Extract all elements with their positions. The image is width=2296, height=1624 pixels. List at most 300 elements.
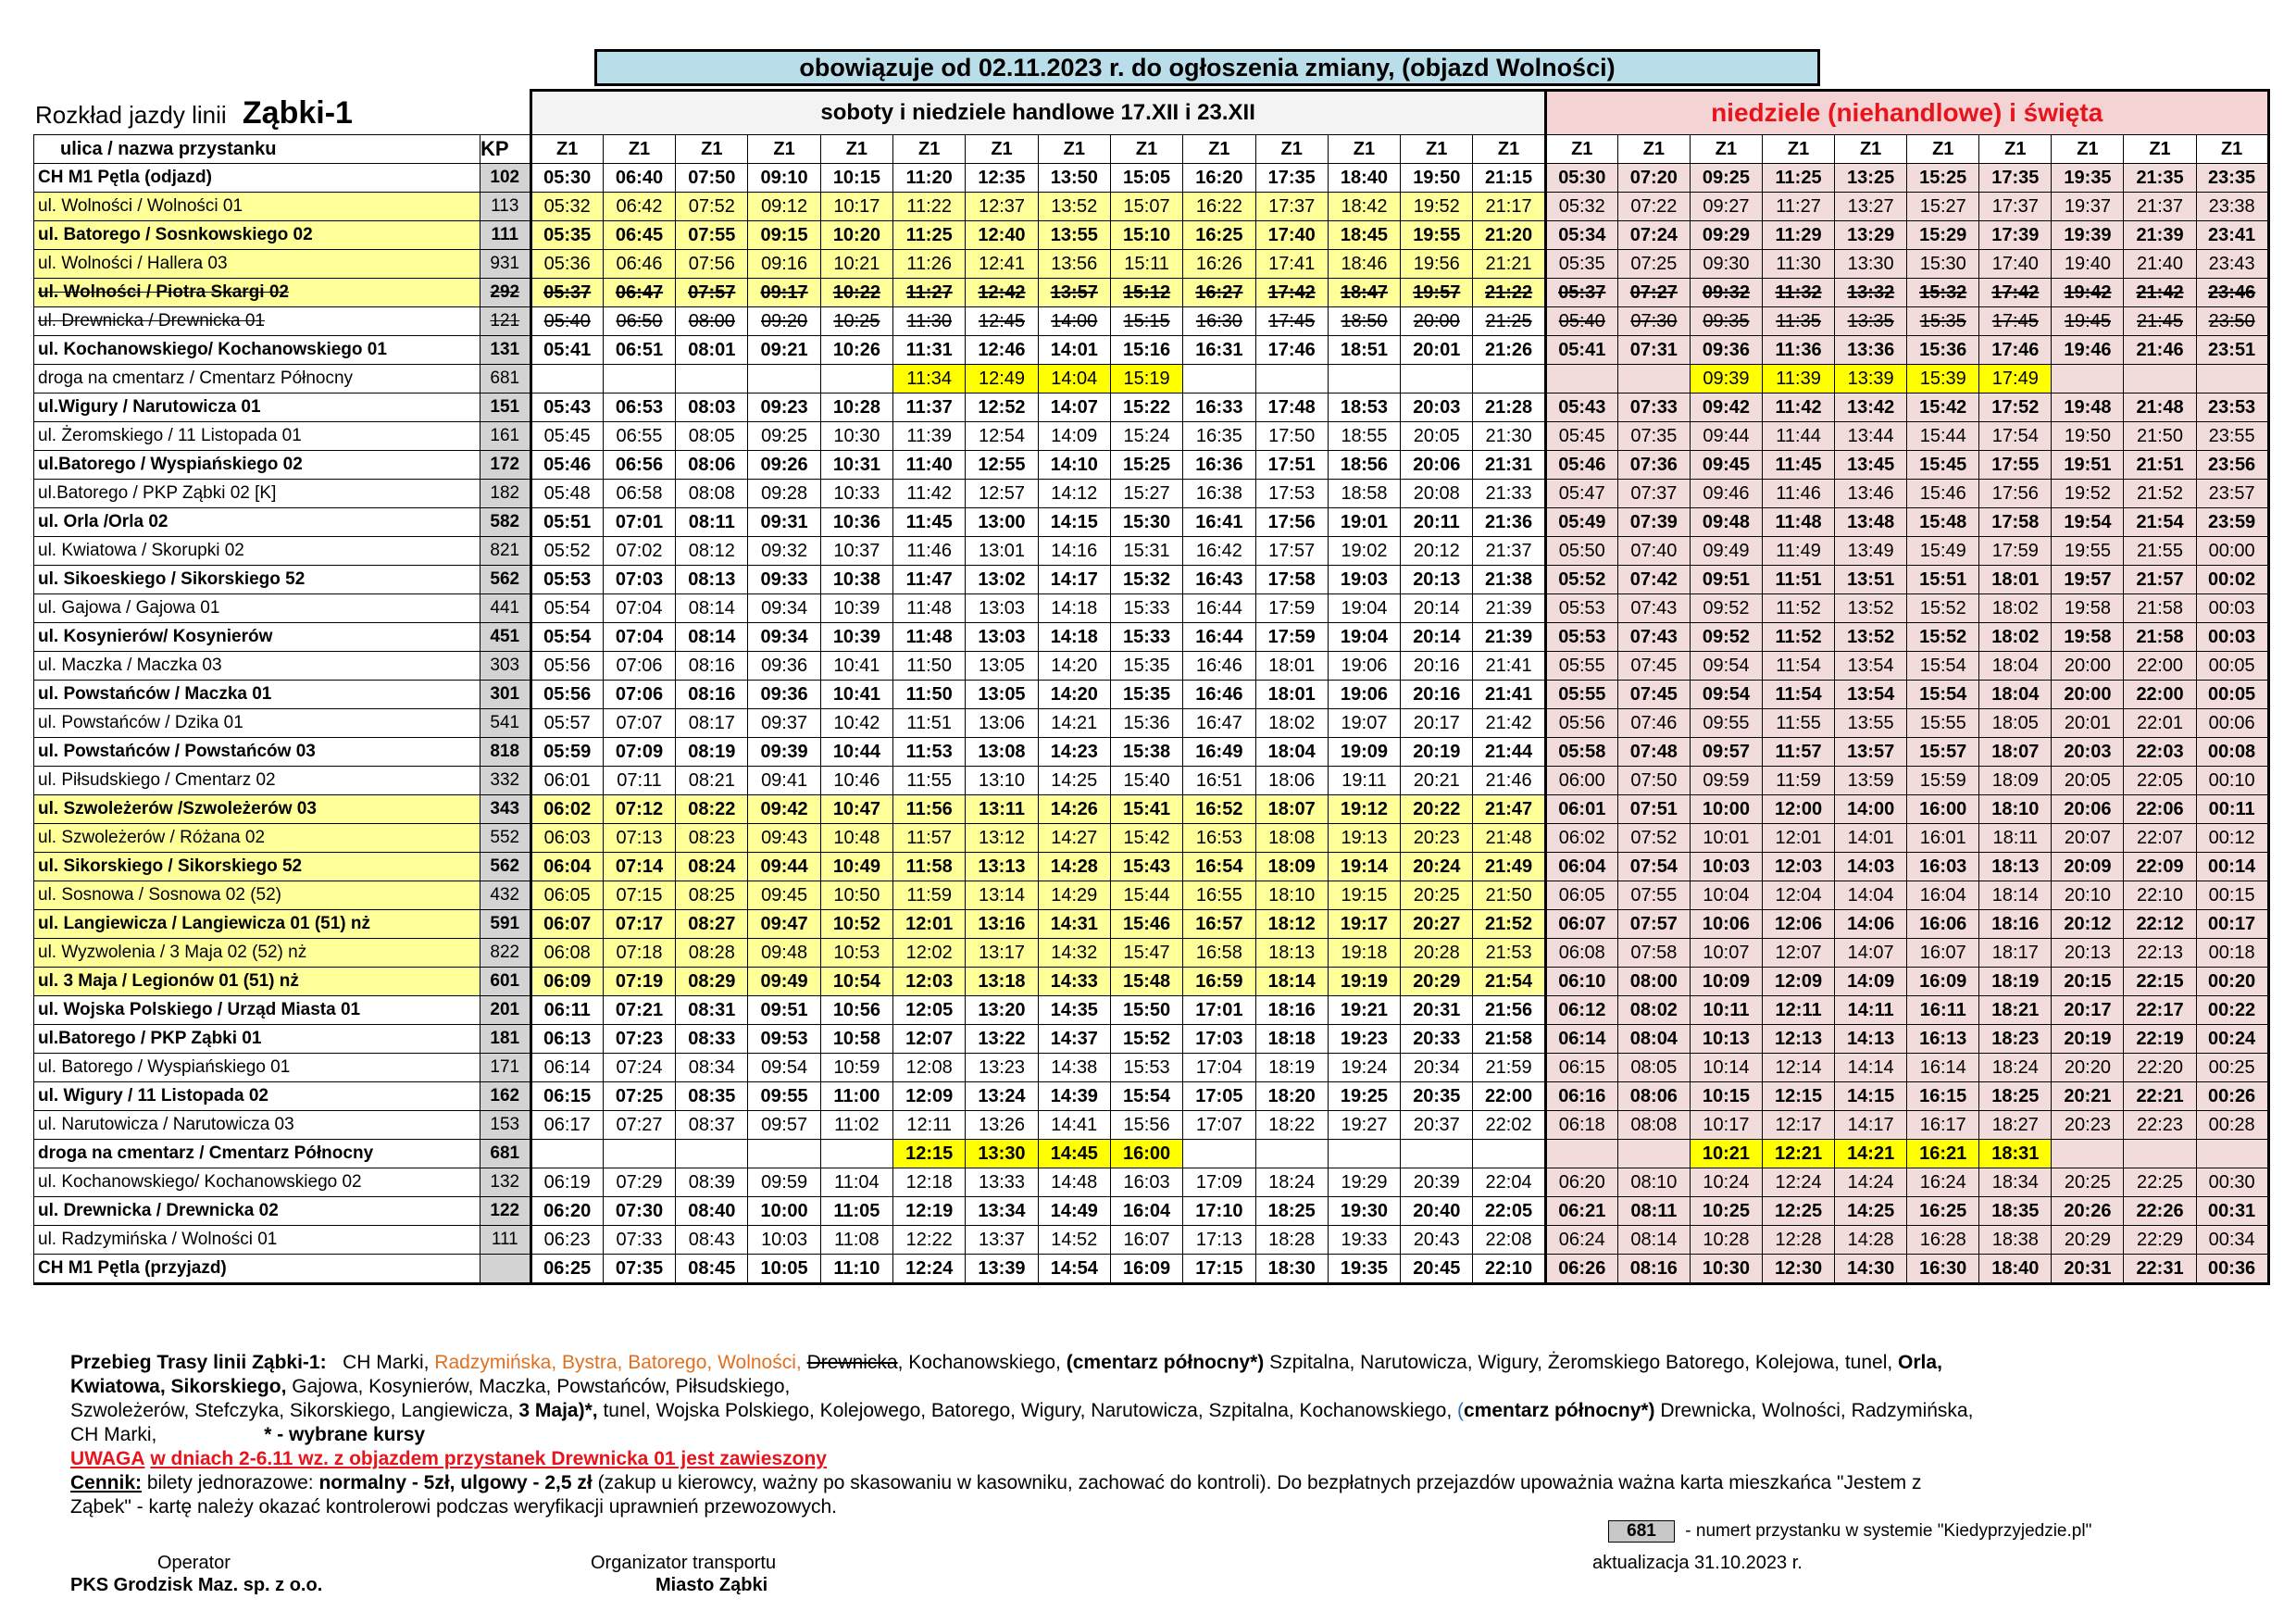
departure-time: 16:58 bbox=[1183, 939, 1255, 968]
stop-code: 131 bbox=[480, 336, 531, 365]
departure-time: 21:53 bbox=[1473, 939, 1545, 968]
departure-time: 23:41 bbox=[2196, 221, 2268, 250]
departure-time: 10:59 bbox=[820, 1054, 892, 1082]
departure-time: 22:06 bbox=[2124, 795, 2196, 824]
departure-time: 08:13 bbox=[676, 566, 748, 594]
stop-code: 161 bbox=[480, 422, 531, 451]
departure-time: 16:01 bbox=[1907, 824, 1979, 853]
departure-time: 07:06 bbox=[603, 652, 675, 681]
route-part-cemetery: (cmentarz północny*) bbox=[1066, 1352, 1265, 1373]
departure-time: 00:31 bbox=[2196, 1197, 2268, 1226]
departure-time: 06:14 bbox=[1545, 1025, 1617, 1054]
departure-time: 06:15 bbox=[530, 1082, 603, 1111]
timetable-row bbox=[34, 939, 2269, 968]
departure-time: 07:31 bbox=[1617, 336, 1690, 365]
departure-time: 22:31 bbox=[2124, 1255, 2196, 1284]
departure-time: 14:25 bbox=[1835, 1197, 1907, 1226]
price-values: normalny - 5zł, ulgowy - 2,5 zł bbox=[318, 1472, 593, 1493]
departure-time: 11:46 bbox=[893, 537, 966, 566]
departure-time: 08:31 bbox=[676, 996, 748, 1025]
departure-time: 16:27 bbox=[1183, 279, 1255, 307]
departure-time: 16:46 bbox=[1183, 681, 1255, 709]
departure-time: 15:50 bbox=[1110, 996, 1182, 1025]
departure-time: 07:07 bbox=[603, 709, 675, 738]
departure-time: 18:19 bbox=[1255, 1054, 1328, 1082]
departure-time: 08:06 bbox=[676, 451, 748, 480]
departure-time: 07:52 bbox=[676, 193, 748, 221]
departure-time: 13:27 bbox=[1835, 193, 1907, 221]
departure-time: 18:18 bbox=[1255, 1025, 1328, 1054]
departure-time: 20:43 bbox=[1401, 1226, 1473, 1255]
departure-time: 12:06 bbox=[1763, 910, 1835, 939]
departure-time: 13:54 bbox=[1835, 652, 1907, 681]
departure-time: 11:25 bbox=[1763, 164, 1835, 193]
departure-time: 07:48 bbox=[1617, 738, 1690, 767]
departure-time: 11:46 bbox=[1763, 480, 1835, 508]
departure-time: 11:45 bbox=[1763, 451, 1835, 480]
departure-time: 23:57 bbox=[2196, 480, 2268, 508]
departure-time: 11:26 bbox=[893, 250, 966, 279]
departure-time: 14:13 bbox=[1835, 1025, 1907, 1054]
departure-time: 05:53 bbox=[1545, 594, 1617, 623]
departure-time: 21:44 bbox=[1473, 738, 1545, 767]
departure-time: 11:59 bbox=[893, 881, 966, 910]
departure-time: 08:00 bbox=[1617, 968, 1690, 996]
departure-time: 19:42 bbox=[2052, 279, 2124, 307]
departure-time: 18:17 bbox=[1979, 939, 2052, 968]
departure-time: 23:43 bbox=[2196, 250, 2268, 279]
timetable-row bbox=[34, 594, 2269, 623]
departure-time: 09:57 bbox=[1690, 738, 1762, 767]
departure-time: 12:45 bbox=[966, 307, 1038, 336]
departure-time: 19:17 bbox=[1328, 910, 1400, 939]
departure-time: 18:45 bbox=[1328, 221, 1400, 250]
departure-time: 17:46 bbox=[1979, 336, 2052, 365]
line-name: Ząbki-1 bbox=[242, 95, 353, 131]
departure-time: 06:04 bbox=[1545, 853, 1617, 881]
departure-time: 13:45 bbox=[1835, 451, 1907, 480]
departure-time: 09:12 bbox=[748, 193, 820, 221]
warning-note bbox=[70, 1447, 2172, 1471]
departure-time: 13:02 bbox=[966, 566, 1038, 594]
departure-time: 11:39 bbox=[1763, 365, 1835, 394]
departure-time: 20:07 bbox=[2052, 824, 2124, 853]
departure-time: 20:06 bbox=[2052, 795, 2124, 824]
departure-time: 07:33 bbox=[1617, 394, 1690, 422]
departure-time: 06:53 bbox=[603, 394, 675, 422]
departure-time: 19:52 bbox=[1401, 193, 1473, 221]
departure-time: 13:46 bbox=[1835, 480, 1907, 508]
departure-time: 21:50 bbox=[1473, 881, 1545, 910]
departure-time: 18:09 bbox=[1979, 767, 2052, 795]
departure-time: 06:20 bbox=[530, 1197, 603, 1226]
stop-name: ul. Wolności / Piotra Skargi 02 bbox=[34, 279, 480, 307]
departure-time: 07:04 bbox=[603, 594, 675, 623]
departure-time: 16:11 bbox=[1907, 996, 1979, 1025]
timetable-row bbox=[34, 709, 2269, 738]
departure-time: 13:06 bbox=[966, 709, 1038, 738]
departure-time: 07:51 bbox=[1617, 795, 1690, 824]
departure-time: 10:28 bbox=[820, 394, 892, 422]
departure-time: 19:58 bbox=[2052, 623, 2124, 652]
departure-time: 13:34 bbox=[966, 1197, 1038, 1226]
departure-time bbox=[748, 1140, 820, 1168]
departure-time: 23:46 bbox=[2196, 279, 2268, 307]
departure-time: 15:22 bbox=[1110, 394, 1182, 422]
route-part: ( bbox=[1457, 1400, 1464, 1421]
departure-time: 13:39 bbox=[966, 1255, 1038, 1284]
departure-time: 15:36 bbox=[1907, 336, 1979, 365]
departure-time: 10:17 bbox=[1690, 1111, 1762, 1140]
departure-time: 10:48 bbox=[820, 824, 892, 853]
departure-time: 21:39 bbox=[1473, 623, 1545, 652]
stop-code: 111 bbox=[480, 1226, 531, 1255]
departure-time bbox=[1401, 1140, 1473, 1168]
departure-time: 06:58 bbox=[603, 480, 675, 508]
course-header: Z1 bbox=[820, 135, 892, 164]
departure-time bbox=[530, 365, 603, 394]
departure-time: 05:47 bbox=[1545, 480, 1617, 508]
departure-time: 10:28 bbox=[1690, 1226, 1762, 1255]
departure-time: 19:56 bbox=[1401, 250, 1473, 279]
departure-time: 23:51 bbox=[2196, 336, 2268, 365]
departure-time: 08:21 bbox=[676, 767, 748, 795]
departure-time: 13:08 bbox=[966, 738, 1038, 767]
stop-name: ul. Kosynierów/ Kosynierów bbox=[34, 623, 480, 652]
departure-time: 08:08 bbox=[676, 480, 748, 508]
departure-time: 17:48 bbox=[1255, 394, 1328, 422]
timetable-row bbox=[34, 1054, 2269, 1082]
departure-time: 07:35 bbox=[1617, 422, 1690, 451]
departure-time: 17:52 bbox=[1979, 394, 2052, 422]
departure-time: 08:16 bbox=[1617, 1255, 1690, 1284]
departure-time: 18:10 bbox=[1255, 881, 1328, 910]
departure-time: 06:01 bbox=[1545, 795, 1617, 824]
departure-time: 10:36 bbox=[820, 508, 892, 537]
route-part: tunel, Wojska Polskiego, Kolejowego, Batorego, Wigury, Narutowicza, Szpitalna, Kochanowskiego, bbox=[603, 1400, 1453, 1421]
stop-name: CH M1 Pętla (odjazd) bbox=[34, 164, 480, 193]
departure-time: 11:44 bbox=[1763, 422, 1835, 451]
departure-time: 11:25 bbox=[893, 221, 966, 250]
timetable-row bbox=[34, 164, 2269, 193]
departure-time: 05:48 bbox=[530, 480, 603, 508]
stop-code: 113 bbox=[480, 193, 531, 221]
departure-time: 23:35 bbox=[2196, 164, 2268, 193]
departure-time: 06:51 bbox=[603, 336, 675, 365]
departure-time: 00:30 bbox=[2196, 1168, 2268, 1197]
stop-name: ul. Powstańców / Powstańców 03 bbox=[34, 738, 480, 767]
departure-time: 10:22 bbox=[820, 279, 892, 307]
departure-time: 10:30 bbox=[820, 422, 892, 451]
stop-code: 451 bbox=[480, 623, 531, 652]
departure-time: 05:58 bbox=[1545, 738, 1617, 767]
departure-time: 09:51 bbox=[1690, 566, 1762, 594]
departure-time: 08:17 bbox=[676, 709, 748, 738]
departure-time: 14:25 bbox=[1038, 767, 1110, 795]
departure-time: 22:10 bbox=[1473, 1255, 1545, 1284]
departure-time: 13:20 bbox=[966, 996, 1038, 1025]
departure-time: 08:12 bbox=[676, 537, 748, 566]
departure-time: 17:45 bbox=[1255, 307, 1328, 336]
departure-time: 09:39 bbox=[1690, 365, 1762, 394]
departure-time: 15:46 bbox=[1907, 480, 1979, 508]
departure-time: 18:01 bbox=[1255, 681, 1328, 709]
footer-notes bbox=[70, 1351, 2172, 1519]
departure-time: 07:33 bbox=[603, 1226, 675, 1255]
departure-time: 06:55 bbox=[603, 422, 675, 451]
departure-time: 19:19 bbox=[1328, 968, 1400, 996]
departure-time: 10:25 bbox=[820, 307, 892, 336]
stop-name: ul. Narutowicza / Narutowicza 03 bbox=[34, 1111, 480, 1140]
stop-code: 931 bbox=[480, 250, 531, 279]
course-header: Z1 bbox=[1328, 135, 1400, 164]
departure-time: 23:59 bbox=[2196, 508, 2268, 537]
departure-time: 16:25 bbox=[1907, 1197, 1979, 1226]
departure-time: 18:25 bbox=[1979, 1082, 2052, 1111]
departure-time: 16:20 bbox=[1183, 164, 1255, 193]
departure-time: 07:24 bbox=[1617, 221, 1690, 250]
departure-time: 21:58 bbox=[2124, 594, 2196, 623]
departure-time: 21:48 bbox=[2124, 394, 2196, 422]
departure-time: 21:28 bbox=[1473, 394, 1545, 422]
departure-time: 11:02 bbox=[820, 1111, 892, 1140]
departure-time: 08:16 bbox=[676, 681, 748, 709]
departure-time: 10:14 bbox=[1690, 1054, 1762, 1082]
departure-time: 20:35 bbox=[1401, 1082, 1473, 1111]
departure-time: 21:51 bbox=[2124, 451, 2196, 480]
departure-time: 19:52 bbox=[2052, 480, 2124, 508]
timetable-row bbox=[34, 623, 2269, 652]
departure-time: 20:31 bbox=[2052, 1255, 2124, 1284]
departure-time: 05:59 bbox=[530, 738, 603, 767]
route-part: Drewnicka, Wolności, Radzymińska, bbox=[1660, 1400, 1974, 1421]
departure-time: 14:20 bbox=[1038, 652, 1110, 681]
departure-time: 13:30 bbox=[966, 1140, 1038, 1168]
departure-time: 13:33 bbox=[966, 1168, 1038, 1197]
departure-time: 19:01 bbox=[1328, 508, 1400, 537]
departure-time: 13:55 bbox=[1038, 221, 1110, 250]
stop-code: 818 bbox=[480, 738, 531, 767]
departure-time: 05:56 bbox=[530, 681, 603, 709]
departure-time: 12:15 bbox=[893, 1140, 966, 1168]
departure-time: 05:34 bbox=[1545, 221, 1617, 250]
timetable-row bbox=[34, 795, 2269, 824]
departure-time: 11:10 bbox=[820, 1255, 892, 1284]
departure-time: 22:05 bbox=[2124, 767, 2196, 795]
departure-time: 17:50 bbox=[1255, 422, 1328, 451]
departure-time: 08:24 bbox=[676, 853, 748, 881]
departure-time: 16:30 bbox=[1907, 1255, 1979, 1284]
departure-time: 14:52 bbox=[1038, 1226, 1110, 1255]
departure-time bbox=[820, 365, 892, 394]
departure-time: 22:00 bbox=[2124, 652, 2196, 681]
departure-time: 09:27 bbox=[1690, 193, 1762, 221]
departure-time: 11:08 bbox=[820, 1226, 892, 1255]
departure-time: 12:11 bbox=[1763, 996, 1835, 1025]
departure-time: 22:10 bbox=[2124, 881, 2196, 910]
departure-time: 17:57 bbox=[1255, 537, 1328, 566]
departure-time: 20:08 bbox=[1401, 480, 1473, 508]
departure-time: 08:28 bbox=[676, 939, 748, 968]
departure-time: 17:13 bbox=[1183, 1226, 1255, 1255]
departure-time: 10:37 bbox=[820, 537, 892, 566]
departure-time: 06:03 bbox=[530, 824, 603, 853]
departure-time: 11:58 bbox=[893, 853, 966, 881]
departure-time: 16:43 bbox=[1183, 566, 1255, 594]
departure-time: 15:52 bbox=[1907, 623, 1979, 652]
departure-time: 15:59 bbox=[1907, 767, 1979, 795]
stop-name: ul. Powstańców / Maczka 01 bbox=[34, 681, 480, 709]
departure-time: 19:12 bbox=[1328, 795, 1400, 824]
stop-code: 541 bbox=[480, 709, 531, 738]
departure-time: 07:14 bbox=[603, 853, 675, 881]
departure-time: 11:47 bbox=[893, 566, 966, 594]
departure-time: 13:26 bbox=[966, 1111, 1038, 1140]
departure-time: 14:09 bbox=[1038, 422, 1110, 451]
departure-time: 20:09 bbox=[2052, 853, 2124, 881]
departure-time: 06:11 bbox=[530, 996, 603, 1025]
departure-time: 06:19 bbox=[530, 1168, 603, 1197]
timetable-row bbox=[34, 1025, 2269, 1054]
departure-time: 13:10 bbox=[966, 767, 1038, 795]
stop-name: ul. Gajowa / Gajowa 01 bbox=[34, 594, 480, 623]
departure-time: 00:17 bbox=[2196, 910, 2268, 939]
departure-time: 11:04 bbox=[820, 1168, 892, 1197]
departure-time: 11:51 bbox=[893, 709, 966, 738]
departure-time: 08:08 bbox=[1617, 1111, 1690, 1140]
stop-name: ul. Kochanowskiego/ Kochanowskiego 02 bbox=[34, 1168, 480, 1197]
departure-time: 17:09 bbox=[1183, 1168, 1255, 1197]
course-header: Z1 bbox=[1545, 135, 1617, 164]
departure-time: 20:23 bbox=[1401, 824, 1473, 853]
departure-time: 17:58 bbox=[1255, 566, 1328, 594]
departure-time: 11:05 bbox=[820, 1197, 892, 1226]
departure-time: 16:26 bbox=[1183, 250, 1255, 279]
departure-time: 00:05 bbox=[2196, 652, 2268, 681]
departure-time: 14:21 bbox=[1835, 1140, 1907, 1168]
departure-time bbox=[603, 1140, 675, 1168]
departure-time: 15:41 bbox=[1110, 795, 1182, 824]
departure-time: 19:57 bbox=[1401, 279, 1473, 307]
departure-time bbox=[1183, 1140, 1255, 1168]
departure-time: 20:12 bbox=[1401, 537, 1473, 566]
departure-time: 12:15 bbox=[1763, 1082, 1835, 1111]
departure-time bbox=[1617, 1140, 1690, 1168]
departure-time bbox=[2124, 1140, 2196, 1168]
departure-time: 19:18 bbox=[1328, 939, 1400, 968]
departure-time: 16:47 bbox=[1183, 709, 1255, 738]
departure-time: 18:20 bbox=[1255, 1082, 1328, 1111]
departure-time: 09:55 bbox=[1690, 709, 1762, 738]
departure-time bbox=[1255, 1140, 1328, 1168]
departure-time: 11:48 bbox=[893, 594, 966, 623]
departure-time: 00:34 bbox=[2196, 1226, 2268, 1255]
departure-time: 07:54 bbox=[1617, 853, 1690, 881]
departure-time: 13:24 bbox=[966, 1082, 1038, 1111]
departure-time: 09:28 bbox=[748, 480, 820, 508]
departure-time: 19:50 bbox=[1401, 164, 1473, 193]
departure-time: 09:44 bbox=[1690, 422, 1762, 451]
departure-time: 12:19 bbox=[893, 1197, 966, 1226]
departure-time: 20:05 bbox=[1401, 422, 1473, 451]
departure-time: 21:48 bbox=[1473, 824, 1545, 853]
departure-time: 09:54 bbox=[748, 1054, 820, 1082]
departure-time: 19:40 bbox=[2052, 250, 2124, 279]
departure-time: 13:18 bbox=[966, 968, 1038, 996]
departure-time: 13:52 bbox=[1835, 594, 1907, 623]
departure-time: 05:55 bbox=[1545, 652, 1617, 681]
departure-time: 21:21 bbox=[1473, 250, 1545, 279]
departure-time: 15:44 bbox=[1907, 422, 1979, 451]
course-header: Z1 bbox=[2124, 135, 2196, 164]
departure-time: 07:37 bbox=[1617, 480, 1690, 508]
departure-time: 19:54 bbox=[2052, 508, 2124, 537]
departure-time: 11:30 bbox=[1763, 250, 1835, 279]
departure-time: 07:03 bbox=[603, 566, 675, 594]
departure-time: 12:46 bbox=[966, 336, 1038, 365]
departure-time: 19:45 bbox=[2052, 307, 2124, 336]
departure-time: 18:04 bbox=[1979, 652, 2052, 681]
departure-time: 21:30 bbox=[1473, 422, 1545, 451]
departure-time: 22:26 bbox=[2124, 1197, 2196, 1226]
departure-time: 22:05 bbox=[1473, 1197, 1545, 1226]
departure-time: 19:46 bbox=[2052, 336, 2124, 365]
departure-time: 10:00 bbox=[1690, 795, 1762, 824]
departure-time: 18:14 bbox=[1979, 881, 2052, 910]
departure-time: 09:26 bbox=[748, 451, 820, 480]
departure-time: 09:42 bbox=[1690, 394, 1762, 422]
route-part-cemetery: cmentarz północny*) bbox=[1464, 1400, 1655, 1421]
departure-time: 20:27 bbox=[1401, 910, 1473, 939]
departure-time: 20:17 bbox=[1401, 709, 1473, 738]
stop-code: 822 bbox=[480, 939, 531, 968]
departure-time: 11:48 bbox=[1763, 508, 1835, 537]
course-header: Z1 bbox=[1401, 135, 1473, 164]
departure-time: 16:17 bbox=[1907, 1111, 1979, 1140]
departure-time: 05:40 bbox=[530, 307, 603, 336]
departure-time: 11:52 bbox=[1763, 623, 1835, 652]
route-part: Szwoleżerów, Stefczyka, Sikorskiego, Langiewicza, bbox=[70, 1400, 514, 1421]
stop-name: ul. Szwoleżerów / Różana 02 bbox=[34, 824, 480, 853]
stop-code: 332 bbox=[480, 767, 531, 795]
departure-time: 15:11 bbox=[1110, 250, 1182, 279]
departure-time: 21:58 bbox=[2124, 623, 2196, 652]
stop-code: 181 bbox=[480, 1025, 531, 1054]
departure-time: 09:33 bbox=[748, 566, 820, 594]
departure-time bbox=[1328, 365, 1400, 394]
departure-time: 19:25 bbox=[1328, 1082, 1400, 1111]
departure-time: 12:28 bbox=[1763, 1226, 1835, 1255]
course-header: Z1 bbox=[1835, 135, 1907, 164]
departure-time: 21:52 bbox=[1473, 910, 1545, 939]
departure-time: 17:55 bbox=[1979, 451, 2052, 480]
departure-time: 13:32 bbox=[1835, 279, 1907, 307]
departure-time: 16:00 bbox=[1110, 1140, 1182, 1168]
departure-time: 10:30 bbox=[1690, 1255, 1762, 1284]
stop-name: ul. Sikoeskiego / Sikorskiego 52 bbox=[34, 566, 480, 594]
departure-time: 19:04 bbox=[1328, 594, 1400, 623]
departure-time: 06:07 bbox=[530, 910, 603, 939]
departure-time: 19:50 bbox=[2052, 422, 2124, 451]
departure-time: 08:04 bbox=[1617, 1025, 1690, 1054]
departure-time: 18:09 bbox=[1255, 853, 1328, 881]
departure-time: 09:47 bbox=[748, 910, 820, 939]
departure-time: 07:43 bbox=[1617, 594, 1690, 623]
departure-time: 14:15 bbox=[1835, 1082, 1907, 1111]
departure-time: 18:30 bbox=[1255, 1255, 1328, 1284]
departure-time: 18:04 bbox=[1255, 738, 1328, 767]
departure-time: 17:40 bbox=[1255, 221, 1328, 250]
